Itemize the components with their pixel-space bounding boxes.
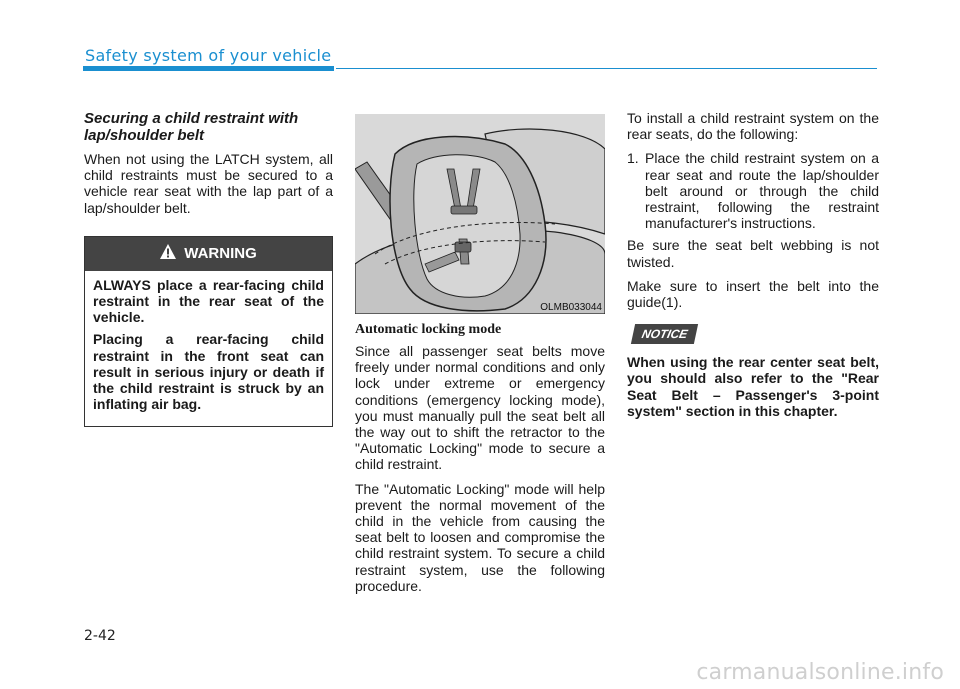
subheading: Automatic locking mode bbox=[355, 322, 502, 337]
list-text: Place the child restraint system on a rear seat and route the lap/shoulder belt around or through the child restraint, following the restraint manufacturer's instructions. bbox=[645, 150, 879, 232]
section-header-title: Safety system of your vehicle bbox=[85, 46, 332, 65]
page-number: 2-42 bbox=[84, 628, 116, 644]
notice-text: When using the rear center seat belt, you should also refer to the "Rear Seat Belt – Passenger's 3-point system" section in this chapter. bbox=[627, 354, 879, 419]
column-middle bbox=[355, 110, 605, 602]
intro-paragraph: To install a child restraint system on the rear seats, do the following: bbox=[627, 110, 879, 143]
header-rule bbox=[336, 68, 877, 69]
child-seat-drawing bbox=[355, 114, 605, 314]
step-note: Make sure to insert the belt into the guide(1). bbox=[627, 277, 879, 311]
watermark: carmanualsonline.info bbox=[696, 660, 944, 685]
section-title: Securing a child restraint with lap/shoulder belt bbox=[84, 110, 299, 144]
list-number: 1. bbox=[627, 150, 639, 167]
list-item bbox=[627, 150, 879, 231]
step-note: Be sure the seat belt webbing is not twisted. bbox=[627, 237, 879, 270]
warning-body bbox=[85, 271, 332, 427]
warning-label: WARNING bbox=[184, 245, 257, 263]
column-left bbox=[84, 110, 333, 427]
warning-header bbox=[85, 237, 332, 271]
warning-paragraph: ALWAYS place a rear-facing child restraint in the rear seat of the vehicle. bbox=[93, 276, 324, 326]
header-accent-bar bbox=[83, 66, 334, 71]
figure-code: OLMB033044 bbox=[540, 302, 602, 313]
warning-triangle-icon bbox=[160, 244, 176, 263]
warning-paragraph: Placing a rear-facing child restraint in the front seat can result in serious injury or death if the child restraint is struck by an inflating air bag. bbox=[93, 331, 324, 413]
body-paragraph: Since all passenger seat belts move freely under normal conditions and only lock under extreme or emergency conditions (emergency locking mode), you must manually pull the seat belt all the way out to shift the retractor to the "Automatic Locking" mode to secure a child restraint. bbox=[355, 343, 605, 473]
intro-paragraph: When not using the LATCH system, all child restraints must be secured to a vehicle rear seat with the lap part of a lap/shoulder belt. bbox=[84, 151, 333, 216]
column-right bbox=[627, 110, 879, 419]
notice-badge: NOTICE bbox=[631, 324, 699, 344]
child-seat-illustration bbox=[355, 114, 605, 314]
body-paragraph: The "Automatic Locking" mode will help prevent the normal movement of the child in the vehicle from causing the seat belt to loosen and compromise the child restraint system. To secure a child restraint system, use the following procedure. bbox=[355, 480, 605, 594]
warning-box bbox=[84, 236, 333, 428]
